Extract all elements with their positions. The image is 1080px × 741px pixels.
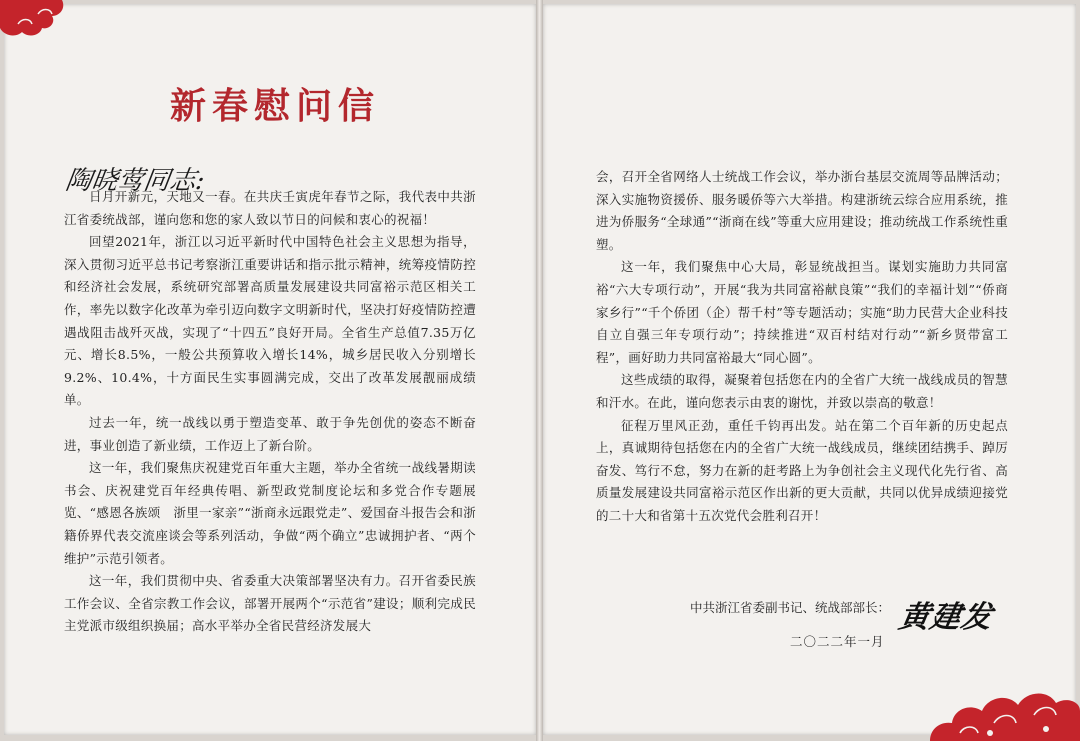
signature-name: 黄建发 <box>896 600 996 635</box>
paragraph: 这一年，我们聚焦中心大局，彰显统战担当。谋划实施助力共同富裕“六大专项行动”，开展“我为共同富裕献良策”“我们的幸福计划”“侨商家乡行”“千个侨团（企）帮千村”等专题活动；实施“助力民营大企业科技自立自强三年专项行动”；持续推进“双百村结对行动”“新乡贤带富工程”，画好助力共同富裕最大“同心圆”。 <box>596 259 1008 365</box>
left-page-body <box>64 186 476 638</box>
paragraph: 会，召开全省网络人士统战工作会议，举办浙台基层交流周等品牌活动；深入实施物资援侨、服务暖侨等六大举措。构建浙统云综合应用系统，推进为侨服务“全球通”“浙商在线”等重大应用建设；推动统战工作系统性重塑。 <box>596 169 1008 252</box>
letter-title: 新春慰问信 <box>170 85 381 127</box>
right-page-body <box>596 166 1008 528</box>
letter-date: 二〇二二年一月 <box>790 634 885 649</box>
paragraph: 这一年，我们贯彻中央、省委重大决策部署坚决有力。召开省委民族工作会议、全省宗教工作会议，部署开展两个“示范省”建设；顺利完成民主党派市级组织换届；高水平举办全省民营经济发展大 <box>64 573 476 634</box>
paragraph: 过去一年，统一战线以勇于塑造变革、敢于争先创优的姿态不断奋进，事业创造了新业绩，工作迈上了新台阶。 <box>64 414 476 453</box>
page-gutter <box>536 0 543 741</box>
paragraph: 这些成绩的取得，凝聚着包括您在内的全省广大统一战线成员的智慧和汗水。在此，谨向您表示由衷的谢忱，并致以崇高的敬意！ <box>596 372 1008 410</box>
signature-title: 中共浙江省委副书记、统战部部长： <box>690 600 891 615</box>
paragraph: 回望2021年，浙江以习近平新时代中国特色社会主义思想为指导，深入贯彻习近平总书记考察浙江重要讲话和指示批示精神，统筹疫情防控和经济社会发展，系统研究部署高质量发展建设共同富裕示范区相关工作，率先以数字化改革为牵引迈向数字文明新时代，坚决打好疫情防控遭遇战阻击战歼灭战，实现了“十四五”良好开局。全省生产总值7.35万亿元、增长8.5%，一般公共预算收入增长14%，城乡居民收入分别增长9.2%、10.4%，十方面民生实事圆满完成，交出了改革发展靓丽成绩单。 <box>64 234 476 408</box>
auspicious-cloud-icon <box>930 683 1080 741</box>
paragraph: 这一年，我们聚焦庆祝建党百年重大主题，举办全省统一战线暑期读书会、庆祝建党百年经典传唱、新型政党制度论坛和多党合作专题展览、“感恩各族颂 浙里一家亲”“浙商永远跟党走”、爱国奋斗报告会和浙籍侨界代表交流座谈会等系列活动，争做“两个确立”忠诚拥护者、“两个维护”示范引领者。 <box>64 460 476 566</box>
paragraph: 日月开新元，天地又一春。在共庆壬寅虎年春节之际，我代表中共浙江省委统战部，谨向您和您的家人致以节日的问候和衷心的祝福！ <box>64 189 476 227</box>
auspicious-cloud-icon <box>0 0 70 40</box>
salutation: 陶晓莺同志: <box>63 166 207 196</box>
paragraph: 征程万里风正劲，重任千钧再出发。站在第二个百年新的历史起点上，真诚期待包括您在内的全省广大统一战线成员，继续团结携手、踔厉奋发、笃行不怠，努力在新的赶考路上为争创社会主义现代化先行省、高质量发展建设共同富裕示范区作出新的更大贡献，共同以优异成绩迎接党的二十大和省第十五次党代会胜利召开！ <box>596 417 1008 523</box>
